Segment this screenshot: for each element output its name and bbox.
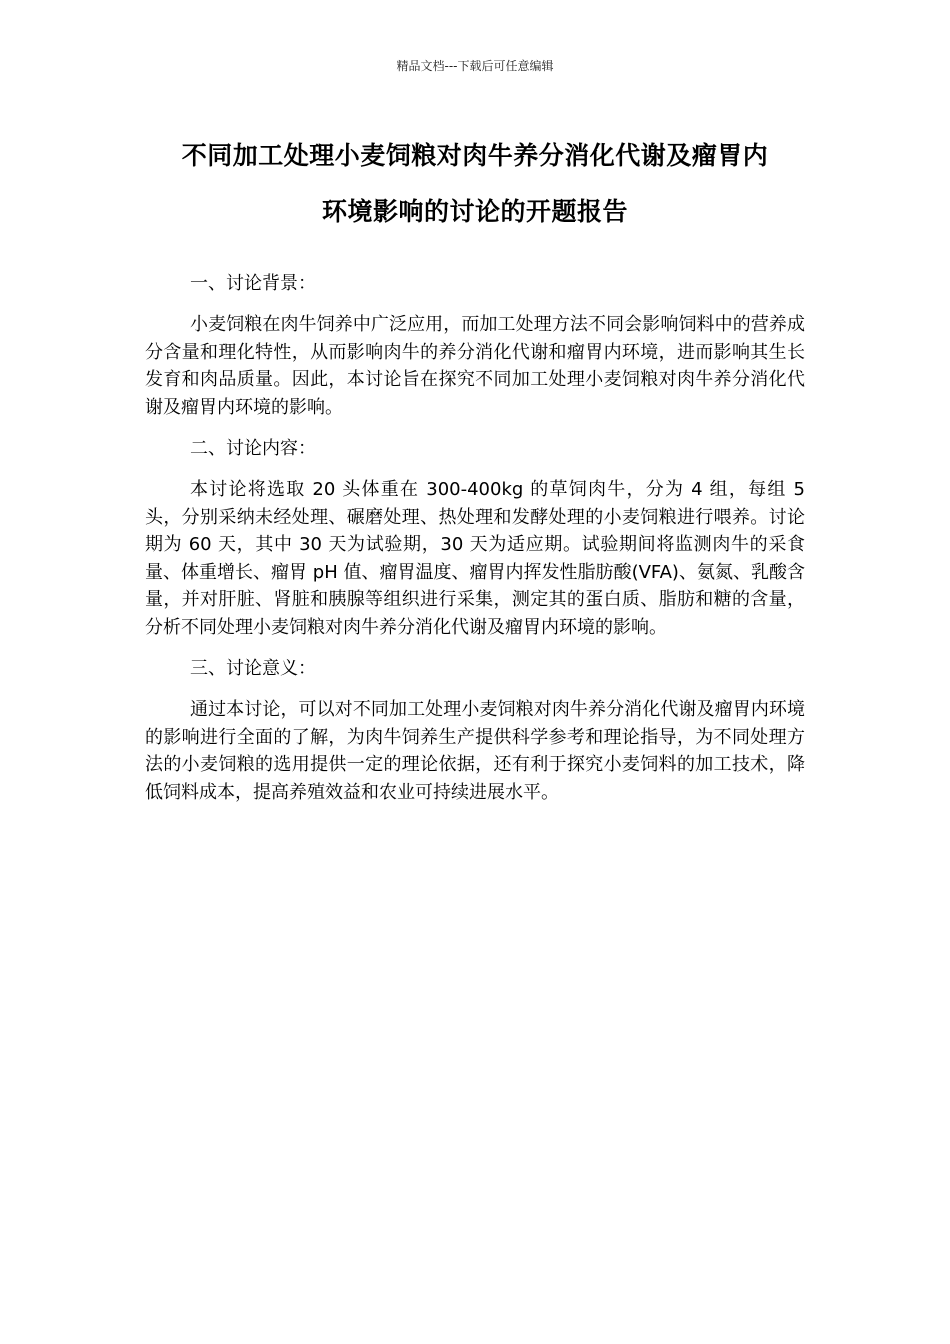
title-line-1: 不同加工处理小麦饲粮对肉牛养分消化代谢及瘤胃内	[181, 141, 769, 170]
document-body	[145, 270, 805, 820]
section-text-content: 本讨论将选取 20 头体重在 300-400kg 的草饲肉牛，分为 4 组，每组 5 头，分别采纳未经处理、碾磨处理、热处理和发酵处理的小麦饲粮进行喂养。讨论期为 60 天，其中 30 天为试验期，30 天为适应期。试验期间将监测肉牛的采食量、体重增长、瘤胃 pH 值、瘤胃温度、瘤胃内挥发性脂肪酸(VFA)、氨氮、乳酸含量，并对肝脏、肾脏和胰腺等组织进行采集，测定其的蛋白质、脂肪和糖的含量，分析不同处理小麦饲粮对肉牛养分消化代谢及瘤胃内环境的影响。	[145, 479, 805, 638]
section-text-background: 小麦饲粮在肉牛饲养中广泛应用，而加工处理方法不同会影响饲料中的营养成分含量和理化特性，从而影响肉牛的养分消化代谢和瘤胃内环境，进而影响其生长发育和肉品质量。因此，本讨论旨在探究不同加工处理小麦饲粮对肉牛养分消化代谢及瘤胃内环境的影响。	[145, 314, 805, 418]
section-text-significance: 通过本讨论，可以对不同加工处理小麦饲粮对肉牛养分消化代谢及瘤胃内环境的影响进行全面的了解，为肉牛饲养生产提供科学参考和理论指导，为不同处理方法的小麦饲粮的选用提供一定的理论依据，还有利于探究小麦饲料的加工技术，降低饲料成本，提高养殖效益和农业可持续进展水平。	[145, 699, 805, 803]
title-line-2: 环境影响的讨论的开题报告	[321, 197, 628, 226]
document-title	[140, 128, 810, 240]
section-heading-significance: 三、讨论意义：	[190, 658, 316, 679]
header-note: 精品文档---下载后可任意编辑	[396, 59, 554, 73]
section-heading-background: 一、讨论背景：	[190, 273, 316, 294]
section-heading-content: 二、讨论内容：	[190, 438, 316, 459]
